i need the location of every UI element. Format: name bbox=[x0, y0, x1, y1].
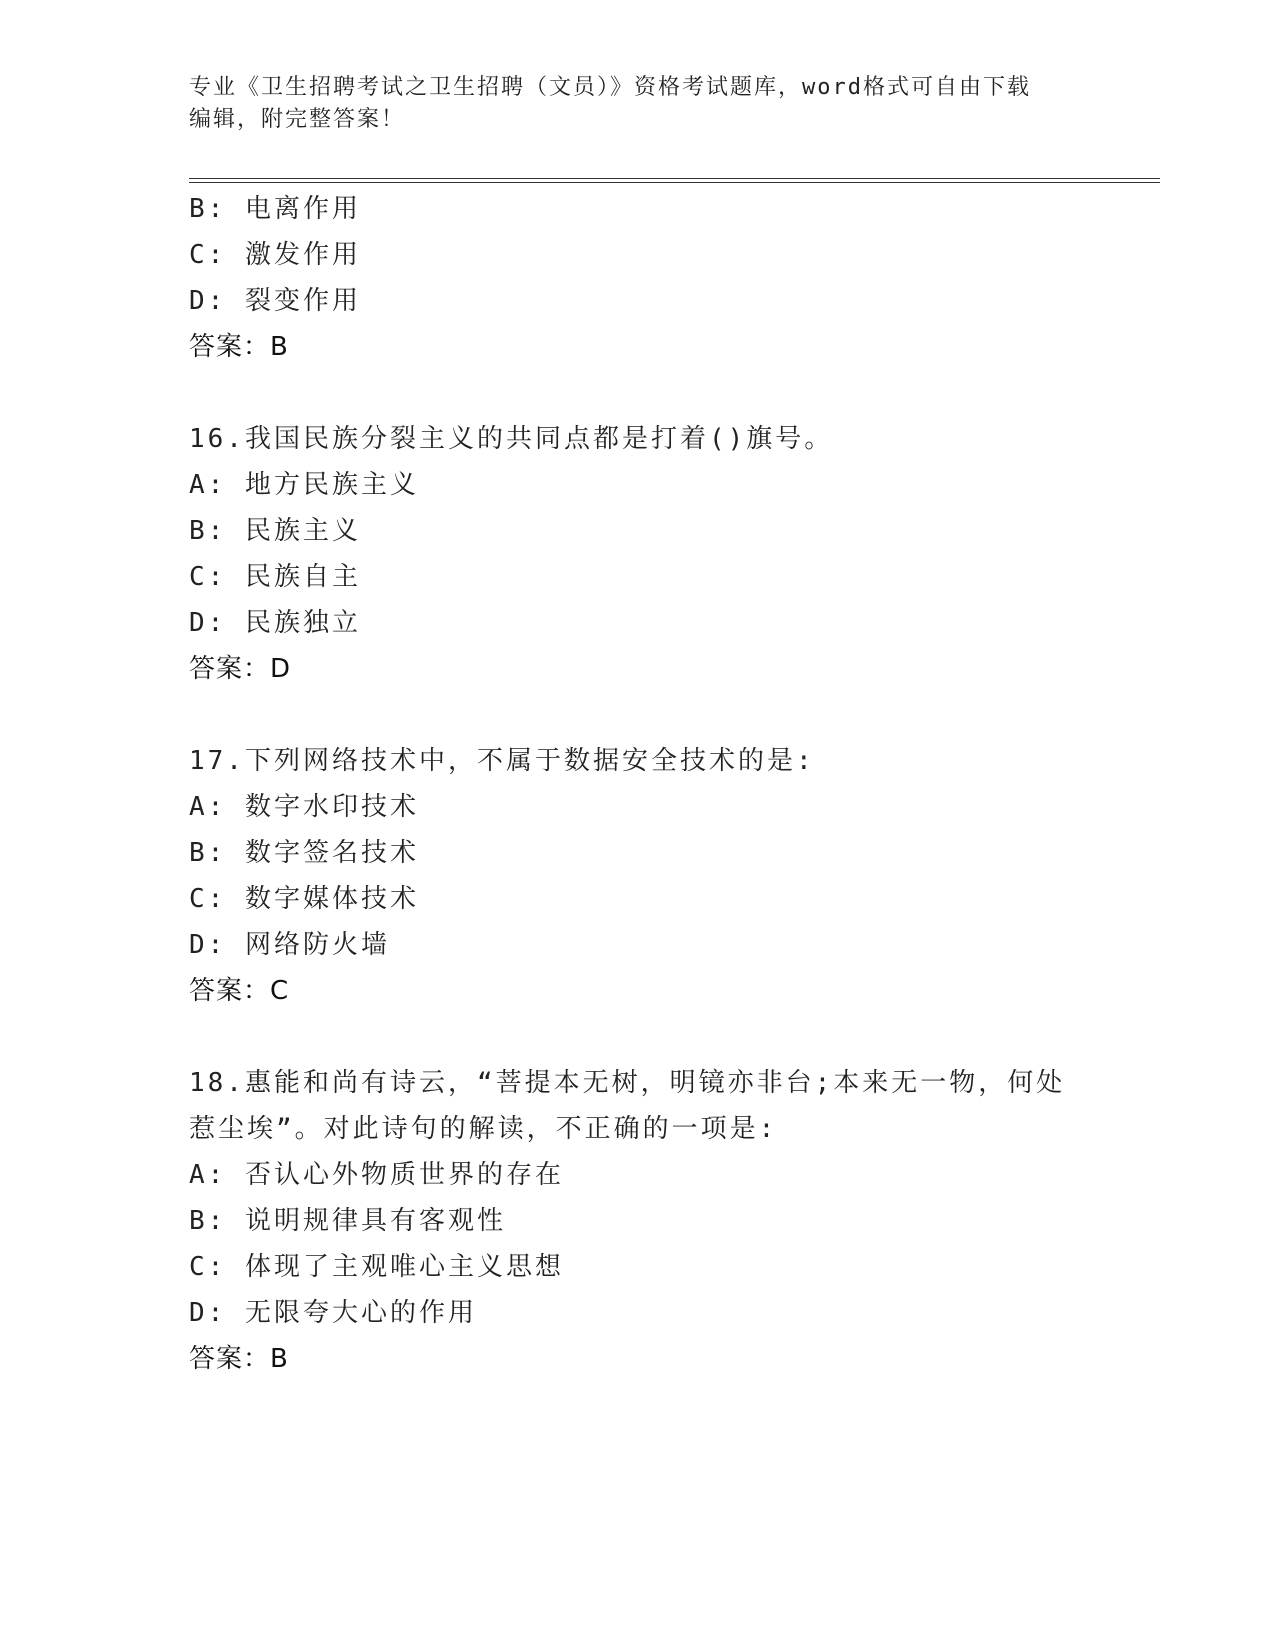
answer-line: 答案：D bbox=[189, 654, 292, 684]
option-b: B: 说明规律具有客观性 bbox=[189, 1206, 506, 1236]
question-stem-line-1: 18.惠能和尚有诗云，“菩提本无树，明镜亦非台;本来无一物，何处 bbox=[189, 1068, 1066, 1098]
answer-line: 答案：B bbox=[189, 332, 289, 362]
question-spacer bbox=[189, 370, 1160, 416]
header-line-2: 编辑，附完整答案！ bbox=[189, 107, 406, 132]
question-spacer bbox=[189, 692, 1160, 738]
option-d: D: 裂变作用 bbox=[189, 286, 361, 316]
option-d: D: 网络防火墙 bbox=[189, 930, 390, 960]
document-header bbox=[189, 72, 1079, 136]
option-b: B: 民族主义 bbox=[189, 516, 361, 546]
option-a: A: 数字水印技术 bbox=[189, 792, 419, 822]
answer-line: 答案：C bbox=[189, 976, 290, 1006]
header-divider-bottom bbox=[189, 182, 1160, 183]
option-c: C: 体现了主观唯心主义思想 bbox=[189, 1252, 564, 1282]
question-16 bbox=[189, 416, 1160, 692]
option-a: A: 否认心外物质世界的存在 bbox=[189, 1160, 564, 1190]
question-stem: 17.下列网络技术中，不属于数据安全技术的是: bbox=[189, 746, 815, 776]
option-c: C: 民族自主 bbox=[189, 562, 361, 592]
question-18 bbox=[189, 1060, 1160, 1382]
answer-line: 答案：B bbox=[189, 1344, 289, 1374]
option-a: A: 地方民族主义 bbox=[189, 470, 419, 500]
question-17 bbox=[189, 738, 1160, 1014]
question-spacer bbox=[189, 1014, 1160, 1060]
question-list bbox=[189, 186, 1160, 1382]
option-b: B: 数字签名技术 bbox=[189, 838, 419, 868]
header-line-1: 专业《卫生招聘考试之卫生招聘（文员）》资格考试题库，word格式可自由下载 bbox=[189, 75, 1031, 100]
question-stem-line-2: 惹尘埃”。对此诗句的解读，不正确的一项是: bbox=[189, 1114, 778, 1144]
question-15-continued bbox=[189, 186, 1160, 370]
option-c: C: 激发作用 bbox=[189, 240, 361, 270]
option-d: D: 民族独立 bbox=[189, 608, 361, 638]
question-stem: 16.我国民族分裂主义的共同点都是打着()旗号。 bbox=[189, 424, 834, 454]
header-divider-top bbox=[189, 178, 1160, 179]
option-c: C: 数字媒体技术 bbox=[189, 884, 419, 914]
option-b: B: 电离作用 bbox=[189, 194, 361, 224]
option-d: D: 无限夸大心的作用 bbox=[189, 1298, 477, 1328]
